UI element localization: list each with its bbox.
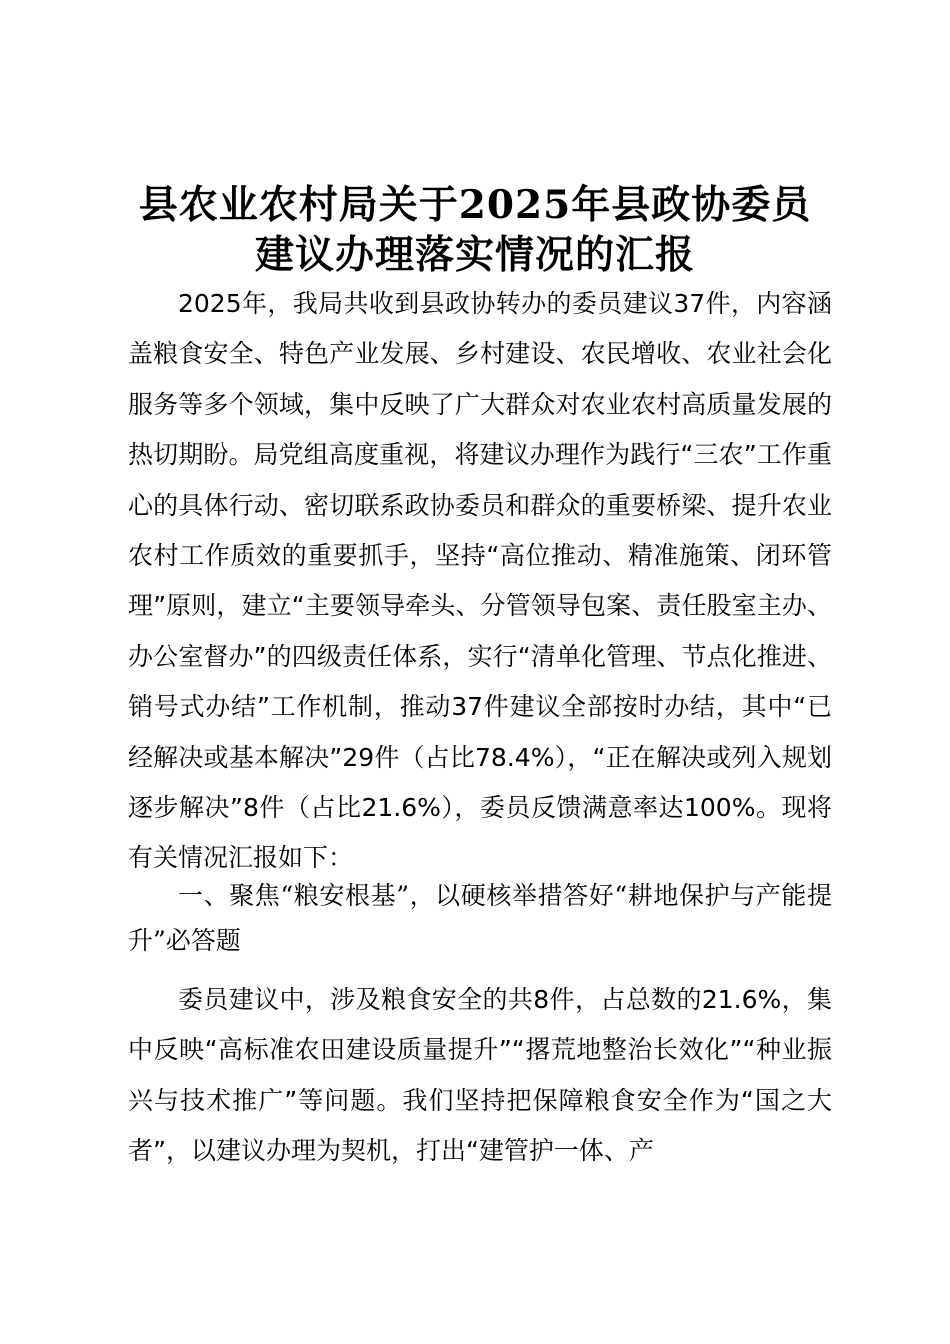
intro-paragraph: 2025年，我局共收到县政协转办的委员建议37件，内容涵盖粮食安全、特色产业发展、乡村建设、农民增收、农业社会化服务等多个领域，集中反映了广大群众对农业农村高质量发展的热切期盼。局党组高度重视，将建议办理作为践行“三农”工作重心的具体行动、密切联系政协委员和群众的重要桥梁、提升农业农村工作质效的重要抓手，坚持“高位推动、精准施策、闭环管理”原则，建立“主要领导牵头、分管领导包案、责任股室主办、办公室督办”的四级责任体系，实行“清单化管理、节点化推进、销号式办结”工作机制，推动37件建议全部按时办结，其中“已经解决或基本解决”29件（占比78.4%），“正在解决或列入规划逐步解决”8件（占比21.6%），委员反馈满意率达100%。现将有关情况汇报如下： bbox=[128, 289, 832, 873]
document-title-line-2: 建议办理落实情况的汇报 bbox=[254, 232, 695, 278]
section-1-paragraph: 委员建议中，涉及粮食安全的共8件，占总数的21.6%，集中反映“高标准农田建设质量提升”“撂荒地整治长效化”“种业振兴与技术推广”等问题。我们坚持把保障粮食安全作为“国之大者”，以建议办理为契机，打出“建管护一体、产 bbox=[128, 985, 832, 1166]
section-heading-1: 一、聚焦“粮安根基”，以硬核举措答好“耕地保护与产能提升”必答题 bbox=[128, 881, 832, 955]
document-title-line-1: 县农业农村局关于2025年县政协委员 bbox=[138, 182, 812, 228]
